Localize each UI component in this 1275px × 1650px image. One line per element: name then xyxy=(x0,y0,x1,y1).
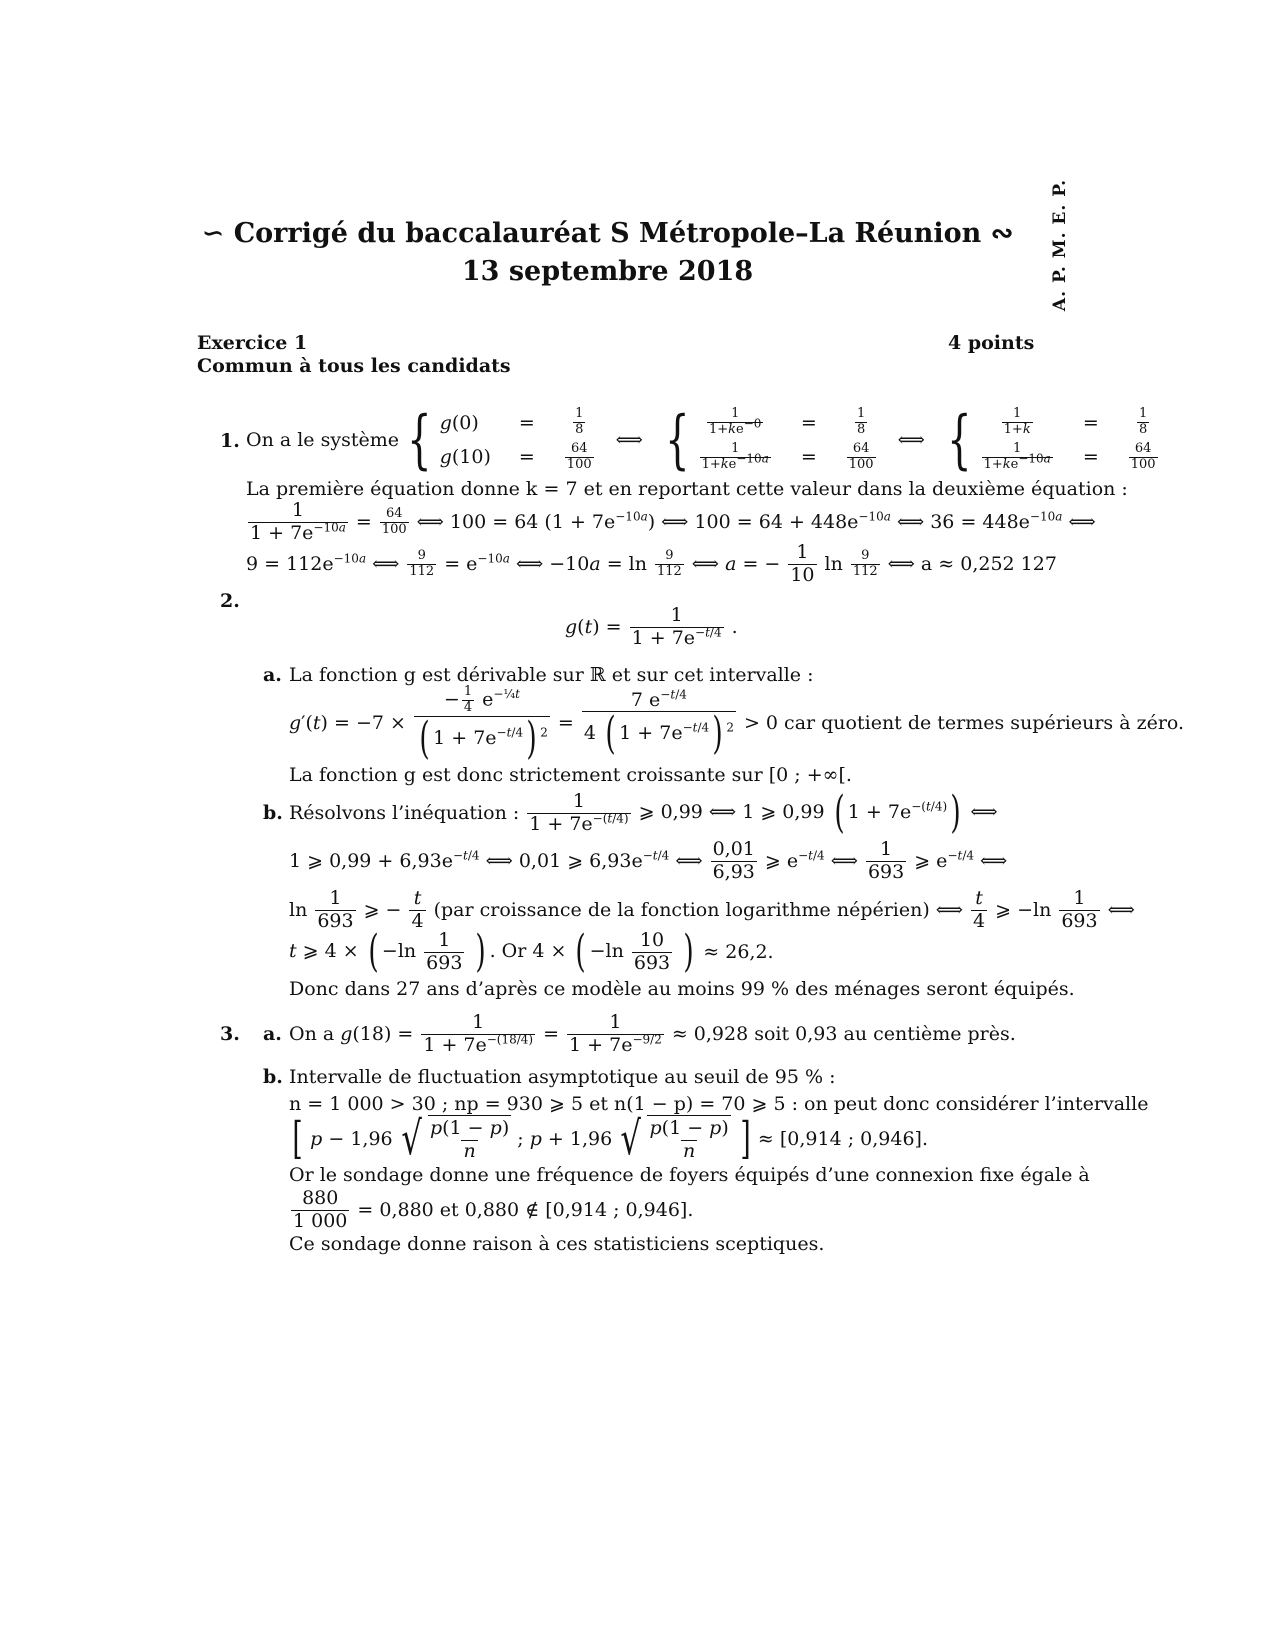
q1-equation-chain-1: $\frac{1}{1 + 7e^{-10a}}$ = $\frac{64}{100}$ ⟺ 100 = 64 $(1 + 7e^{-10a})$ ⟺ $100 = 64 + 448e^{-10a}$ ⟺ $36 = 448e^{-10a}$ ⟺ xyxy=(250,498,1096,544)
q3a-intro: On a xyxy=(289,1023,335,1045)
q2-function-definition: g(t) = $\frac{1}{1 + 7e^{-t/4}}$ . xyxy=(565,603,738,649)
ornament-right-icon: ∾ xyxy=(990,218,1014,249)
q3a-line: On a g(18) = $\frac{1}{1 + 7e^{-(18/4)}}$ = $\frac{1}{1 + 7e^{-9/2}}$ ≈ 0,928 soit 0,93 au centième près. xyxy=(289,1010,1016,1056)
q2b-line-3: ln $\frac{1}{693}$ ⩾ − $\frac{t}{4}$ (par croissance de la fonction logarithme népérien) ⟺ $\frac{t}{4}$ ⩾ −ln $\frac{1}{693}$ ⟺ xyxy=(289,886,1135,932)
exercise-name: Exercice 1 xyxy=(197,332,308,354)
q3b-text-2: n = 1 000 > 30 ; np = 930 ⩾ 5 et n(1 − p) = 70 ⩾ 5 : on peut donc considérer l’intervalle xyxy=(289,1093,1149,1115)
q2b-intro: Résolvons l’inéquation : xyxy=(289,802,520,824)
q2b-line-2: 1 ⩾ $0,99 + 6,93e^{-t/4}$ ⟺ 0,01 ⩾ $6,93e^{-t/4}$ ⟺ $\frac{0,01}{6,93}$ ⩾ $e^{-t/4}$ ⟺ $\frac{1}{693}$ ⩾ $e^{-t/4}$ ⟺ xyxy=(289,837,1008,883)
q3b-frequency: $\frac{880}{1 000}$ = 0,880 et 0,880 ∉ [0,914 ; 0,946]. xyxy=(293,1186,694,1232)
q1-result: a ≈ 0,252 127 xyxy=(920,553,1057,575)
q2-number: 2. xyxy=(220,590,240,612)
q2b-paren: (par croissance de la fonction logarithme népérien) xyxy=(433,899,930,921)
page-title: ∽ Corrigé du baccalauréat S Métropole–La Réunion ∾ xyxy=(201,218,1014,249)
q2a-reason: > 0 car quotient de termes supérieurs à zéro. xyxy=(743,712,1185,734)
q2b-line-4: t ⩾ 4 × ( −ln $\frac{1}{693}$ ) . Or 4 × ( −ln $\frac{10}{693}$ ) ≈ 26,2. xyxy=(289,926,774,977)
ornament-left-icon: ∽ xyxy=(201,218,225,249)
q1-number: 1. xyxy=(220,430,240,452)
q3b-interval: [ p − 1,96 √ $\frac{p(1 - p)}{n}$ ; p + 1,96 √ $\frac{p(1 - p)}{n}$ ] ≈ [0,914 ; 0,946]. xyxy=(292,1111,929,1166)
q2b-approx: ≈ 26,2. xyxy=(703,941,774,963)
q3b-text-3: Or le sondage donne une fréquence de foyers équipés d’une connexion fixe égale à xyxy=(289,1164,1090,1186)
page-date: 13 septembre 2018 xyxy=(461,256,754,287)
q2a-label: a. xyxy=(263,664,282,686)
q1-equation-chain-2: $9 = 112e^{-10a}$ ⟺ $\frac{9}{112}$ = $e^{-10a}$ ⟺ −10a = ln $\frac{9}{112}$ ⟺ a = − $\frac{1}{10}$ ln $\frac{9}{112}$ ⟺ a ≈ 0,252 127 xyxy=(246,540,1057,586)
q2b-line-1: Résolvons l’inéquation : $\frac{1}{1 + 7e^{-(t/4)}}$ ⩾ 0,99 ⟺ 1 ⩾ 0,99 ( $1 + 7e^{-(t/4)}$) ⟺ xyxy=(289,787,998,838)
q3b-interval-value: ≈ [0,914 ; 0,946]. xyxy=(757,1128,929,1150)
q2a-text: La fonction g est dérivable sur ℝ et sur cet intervalle : xyxy=(289,664,814,686)
q2b-conclusion: Donc dans 27 ans d’après ce modèle au moins 99 % des ménages seront équipés. xyxy=(289,978,1075,1000)
q1-system: On a le système { g(0) = $\frac{1}{8}$ g(10) = $\frac{64}{100}$ ⟺ { $\frac{1}{1+ke^{-0}}$ = $\frac{1}{8}$ $\frac{1}{1+ke^{-10a}}$ = $\frac{64}{100}$ ⟺ { $\frac{1}{1+k}$ = $\frac{1}{8}$ $\frac{1}{1+ke^{-10a}}$ = $\frac{64}{100}$ xyxy=(246,403,1156,477)
q3-number: 3. xyxy=(220,1023,240,1045)
q2a-conclusion: La fonction g est donc strictement croissante sur [0 ; +∞[. xyxy=(289,764,852,786)
q3b-frequency-value: = 0,880 et 0,880 ∉ [0,914 ; 0,946]. xyxy=(357,1199,694,1221)
q3b-label: b. xyxy=(263,1066,283,1088)
q1-first-equation: La première équation donne k = 7 et en reportant cette valeur dans la deuxième équation : xyxy=(246,478,1128,500)
side-label: A. P. M. E. P. xyxy=(1050,178,1070,312)
q2a-derivative: g′(t) = −7 × − $\frac{1}{4}$ $e^{-\frac{1}{4}t}$ ( $1 + 7e^{-t/4}$) $^2$ = $\frac{7 e^{-t/4}}{4 ( 1 + 7e^{-t/4}) ^2}$ > 0 car quotient de termes supérieurs à zéro. xyxy=(289,684,1185,764)
q3a-label: a. xyxy=(263,1023,282,1045)
exercise-audience: Commun à tous les candidats xyxy=(197,355,511,377)
q3a-result: ≈ 0,928 soit 0,93 au centième près. xyxy=(671,1023,1016,1045)
q1-intro: On a le système xyxy=(246,429,399,451)
q3b-text-1: Intervalle de fluctuation asymptotique au seuil de 95 % : xyxy=(289,1066,836,1088)
q2b-label: b. xyxy=(263,802,283,824)
exercise-points: 4 points xyxy=(948,332,1035,354)
q3b-conclusion: Ce sondage donne raison à ces statisticiens sceptiques. xyxy=(289,1233,825,1255)
